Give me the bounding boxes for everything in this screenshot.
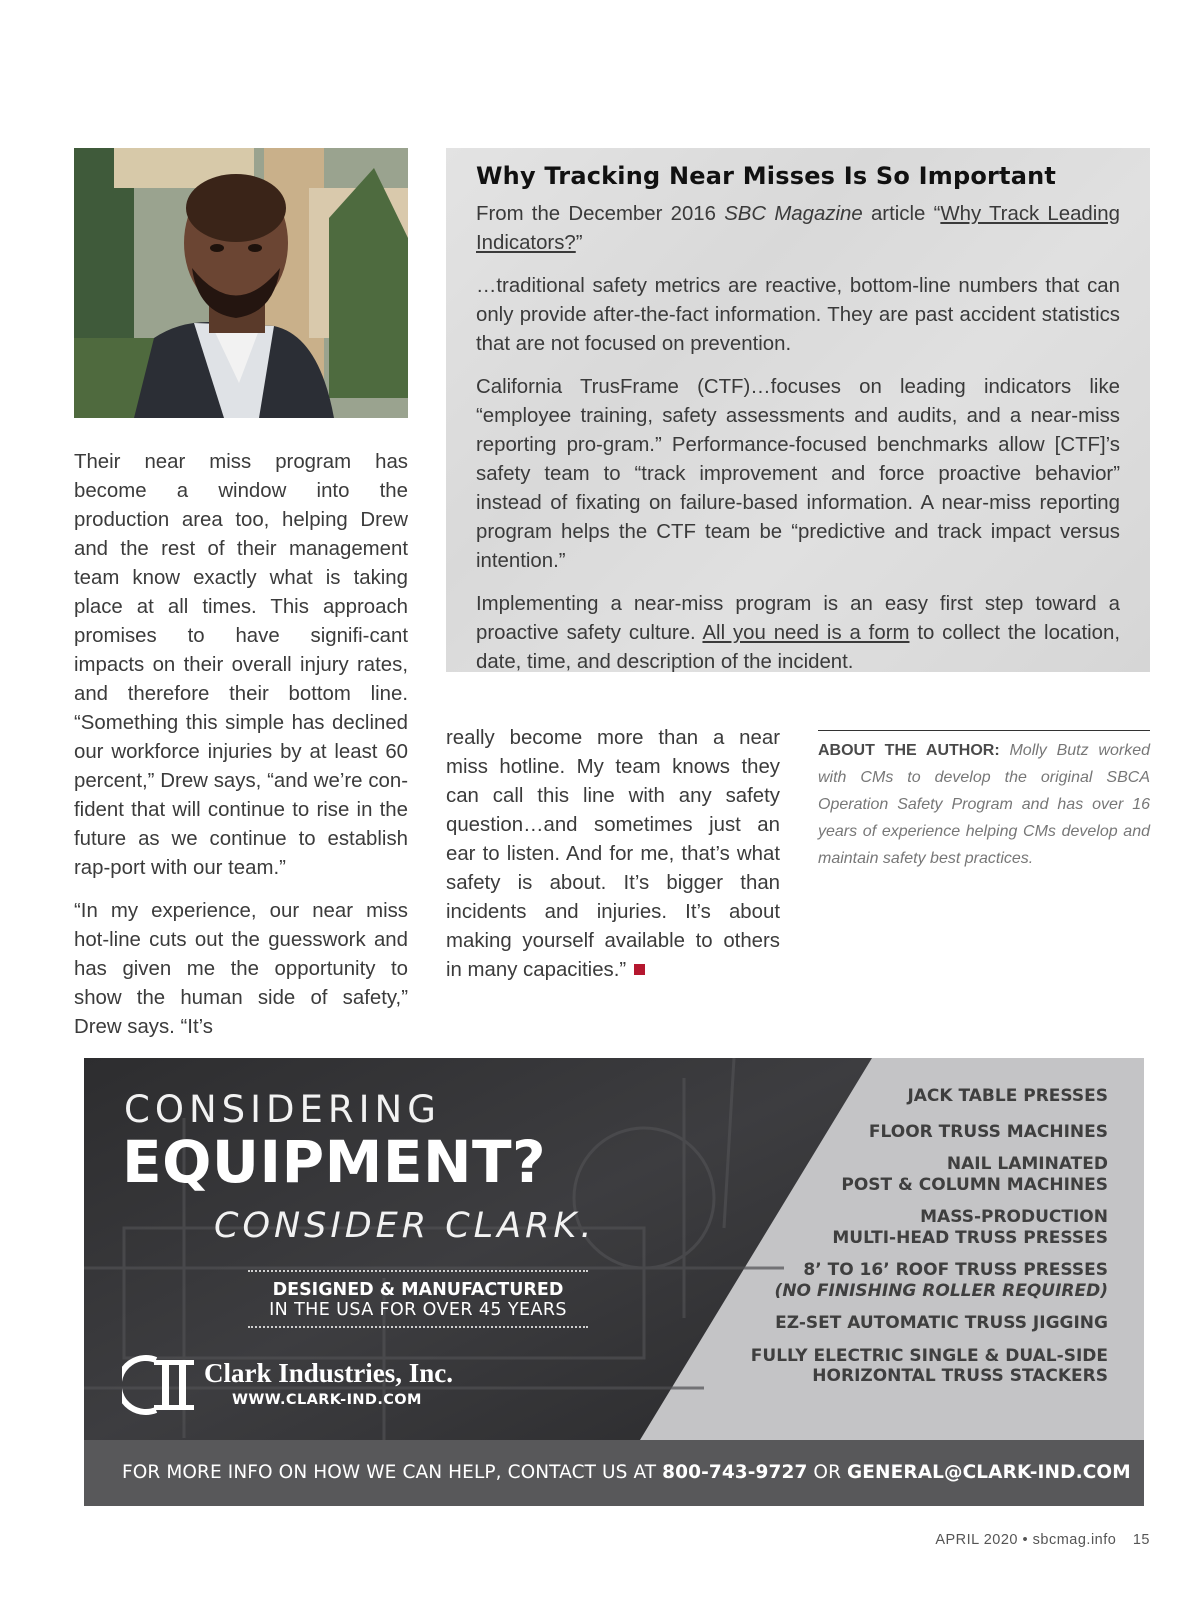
ad-email[interactable]: GENERAL@CLARK-IND.COM bbox=[847, 1462, 1131, 1483]
product-line: EZ-SET AUTOMATIC TRUSS JIGGING bbox=[775, 1313, 1108, 1333]
product-line: NAIL LAMINATED bbox=[946, 1154, 1108, 1174]
product-line: FULLY ELECTRIC SINGLE & DUAL-SIDE bbox=[750, 1345, 1108, 1366]
product-line: MULTI-HEAD TRUSS PRESSES bbox=[832, 1227, 1108, 1248]
ad-product-list bbox=[668, 1086, 1108, 1387]
page-number: 15 bbox=[1132, 1532, 1150, 1548]
end-of-article-mark-icon bbox=[634, 964, 645, 975]
product-item bbox=[668, 1122, 1108, 1143]
product-line: MASS-PRODUCTION bbox=[920, 1207, 1108, 1227]
ad-divider-top bbox=[248, 1270, 588, 1272]
folio-separator: • bbox=[1022, 1532, 1029, 1548]
p4-suffix: to collect the location, date, time, and description of the incident. bbox=[476, 622, 1120, 673]
sidebar-paragraph-3: California TrusFrame (CTF)…focuses on leading indicators like “employee training, safety assessments and audits, and a near-miss reporting pro-gram.” Performance-focused benchmarks allow [CTF]’s safety team to “track improvement and force proactive behavior” instead of fixating on failure-based information. A near-miss reporting program helps the CTF team be “predictive and track impact versus intention.” bbox=[476, 376, 1120, 572]
product-line: (NO FINISHING ROLLER REQUIRED) bbox=[774, 1280, 1108, 1301]
about-the-author bbox=[818, 730, 1150, 872]
middle-article-column bbox=[446, 724, 780, 985]
p4-prefix: Implementing a near-miss program is an easy first step toward a proactive safety culture. bbox=[476, 593, 1120, 644]
left-paragraph-1: Their near miss program has become a window into the production area too, helping Drew and the rest of their management team know exactly what is taking place at all times. This approach promises to have signifi-cant impacts on their overall injury rates, and therefore their bottom line. “Something this simple has declined our workforce injuries by at least 60 percent,” Drew says, “and we’re con-fident that will continue to rise in the future as we continue to establish rap-port with our team.” bbox=[74, 451, 408, 879]
product-line: POST & COLUMN MACHINES bbox=[841, 1174, 1108, 1195]
product-item bbox=[668, 1346, 1108, 1387]
product-item bbox=[668, 1313, 1108, 1334]
product-item bbox=[668, 1260, 1108, 1301]
middle-paragraph-text: really become more than a near miss hotline. My team knows they can call this line with any safety question…and sometimes just an ear to listen. And for me, that’s what safety is about. It’s bigger than incidents and injuries. It’s about making yourself available to others in many capacities.” bbox=[446, 727, 780, 981]
left-article-column bbox=[74, 448, 408, 1042]
intro-suffix: ” bbox=[575, 232, 583, 254]
product-line: HORIZONTAL TRUSS STACKERS bbox=[812, 1366, 1108, 1386]
ad-made-in-usa bbox=[248, 1280, 588, 1320]
ad-divider-bottom bbox=[248, 1326, 588, 1328]
ad-phone-number[interactable]: 800-743-9727 bbox=[662, 1462, 808, 1483]
product-line: JACK TABLE PRESSES bbox=[907, 1086, 1108, 1106]
author-label: ABOUT THE AUTHOR: bbox=[818, 742, 1000, 759]
sidebar-paragraph-4 bbox=[476, 590, 1120, 677]
page-folio bbox=[935, 1532, 1150, 1548]
intro-prefix: From the December 2016 bbox=[476, 203, 725, 225]
folio-site: sbcmag.info bbox=[1032, 1532, 1117, 1548]
ad-footer-mid: OR bbox=[807, 1462, 848, 1483]
middle-paragraph-1 bbox=[446, 724, 780, 985]
left-paragraph-2: “In my experience, our near miss hot-line cuts out the guesswork and has given me the opportunity to show the human side of safety,” Drew says. “It’s bbox=[74, 900, 408, 1038]
ad-company-name: Clark Industries, Inc. bbox=[204, 1358, 454, 1388]
product-line: FLOOR TRUSS MACHINES bbox=[868, 1121, 1108, 1142]
author-bio: Molly Butz worked with CMs to develop the original SBCA Operation Safety Program and has over 16 years of experience helping CMs develop and maintain safety best practices. bbox=[818, 742, 1150, 867]
article-link[interactable]: Why Track Leading Indicators? bbox=[476, 203, 1120, 254]
sidebar-box bbox=[446, 148, 1150, 672]
product-item bbox=[668, 1207, 1108, 1248]
ad-website[interactable]: WWW.CLARK-IND.COM bbox=[232, 1392, 422, 1408]
sidebar-title: Why Tracking Near Misses Is So Important bbox=[476, 162, 1057, 190]
magazine-name: SBC Magazine bbox=[724, 203, 863, 225]
product-item bbox=[668, 1086, 1108, 1107]
author-portrait-photo bbox=[74, 148, 408, 418]
ad-footer-prefix: FOR MORE INFO ON HOW WE CAN HELP, CONTACT US AT bbox=[122, 1462, 663, 1483]
ad-made-line-1: DESIGNED & MANUFACTURED bbox=[272, 1280, 564, 1300]
product-line: 8’ TO 16’ ROOF TRUSS PRESSES bbox=[803, 1260, 1108, 1280]
clark-logo[interactable] bbox=[122, 1354, 502, 1416]
folio-issue: APRIL 2020 bbox=[935, 1532, 1018, 1548]
form-link[interactable]: All you need is a form bbox=[702, 622, 910, 644]
clark-logo-icon bbox=[122, 1354, 200, 1416]
ad-made-line-2: IN THE USA FOR OVER 45 YEARS bbox=[269, 1300, 567, 1320]
product-item bbox=[668, 1154, 1108, 1195]
sidebar-paragraph-2: …traditional safety metrics are reactive, bottom-line numbers that can only provide after-the-fact information. They are past accident statistics that are not focused on prevention. bbox=[476, 275, 1120, 355]
ad-headline-equipment: EQUIPMENT? bbox=[122, 1128, 547, 1196]
ad-headline-considering: CONSIDERING bbox=[124, 1088, 441, 1131]
sidebar-intro bbox=[476, 200, 1120, 258]
clark-advertisement[interactable] bbox=[84, 1058, 1144, 1506]
ad-contact-bar bbox=[84, 1440, 1144, 1506]
intro-mid: article “ bbox=[862, 203, 941, 225]
ad-tagline: CONSIDER CLARK. bbox=[214, 1206, 596, 1246]
